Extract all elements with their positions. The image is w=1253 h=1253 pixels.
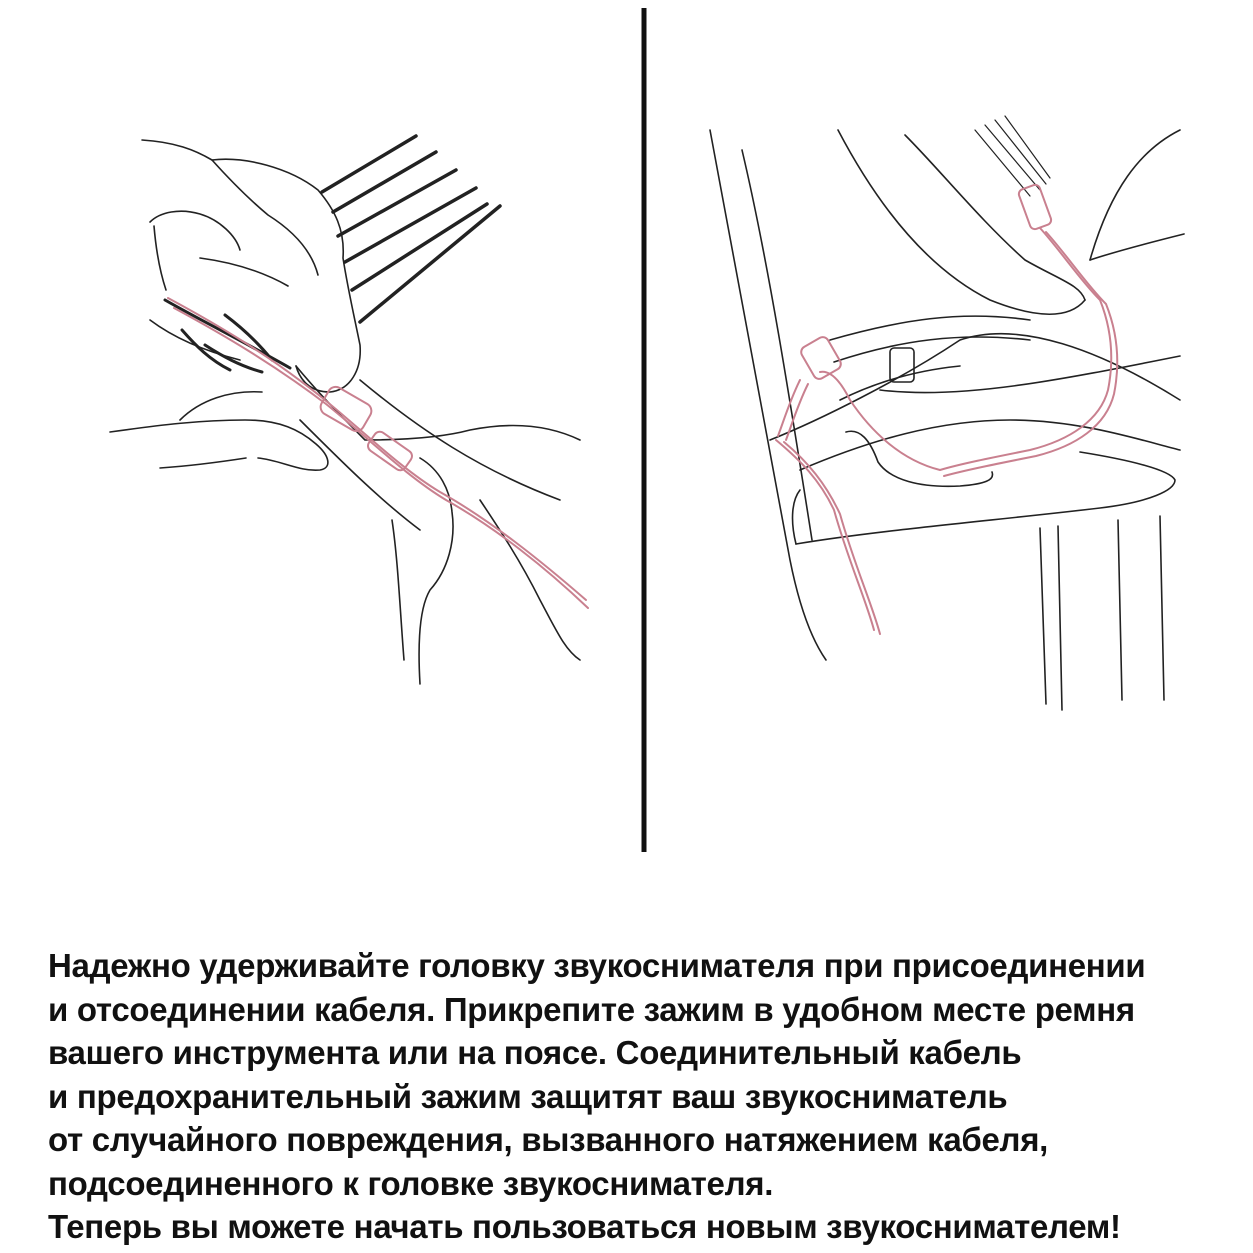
instruction-line: от случайного повреждения, вызванного натяжением кабеля, [48,1121,1049,1158]
clip-on-strap-illustration [710,116,1184,710]
instruction-line: Теперь вы можете начать пользоваться новым звукоснимателем! [48,1208,1121,1245]
hands-connecting-cable-illustration [110,136,588,684]
instruction-text [48,944,1228,1249]
instruction-line: Надежно удерживайте головку звукоснимателя при присоединении [48,947,1146,984]
instruction-line: вашего инструмента или на поясе. Соединительный кабель [48,1034,1022,1071]
pink-cable-left [168,298,588,608]
guitar-strings-icon [322,136,500,322]
instruction-line: и предохранительный зажим защитят ваш звукосниматель [48,1077,1008,1115]
guitar-strings-right-icon [975,116,1050,196]
instruction-line: подсоединенного к головке звукоснимателя. [48,1164,774,1202]
pink-cable-right [776,184,1117,634]
instruction-line: и отсоединении кабеля. Прикрепите зажим в удобном месте ремня [48,990,1135,1028]
